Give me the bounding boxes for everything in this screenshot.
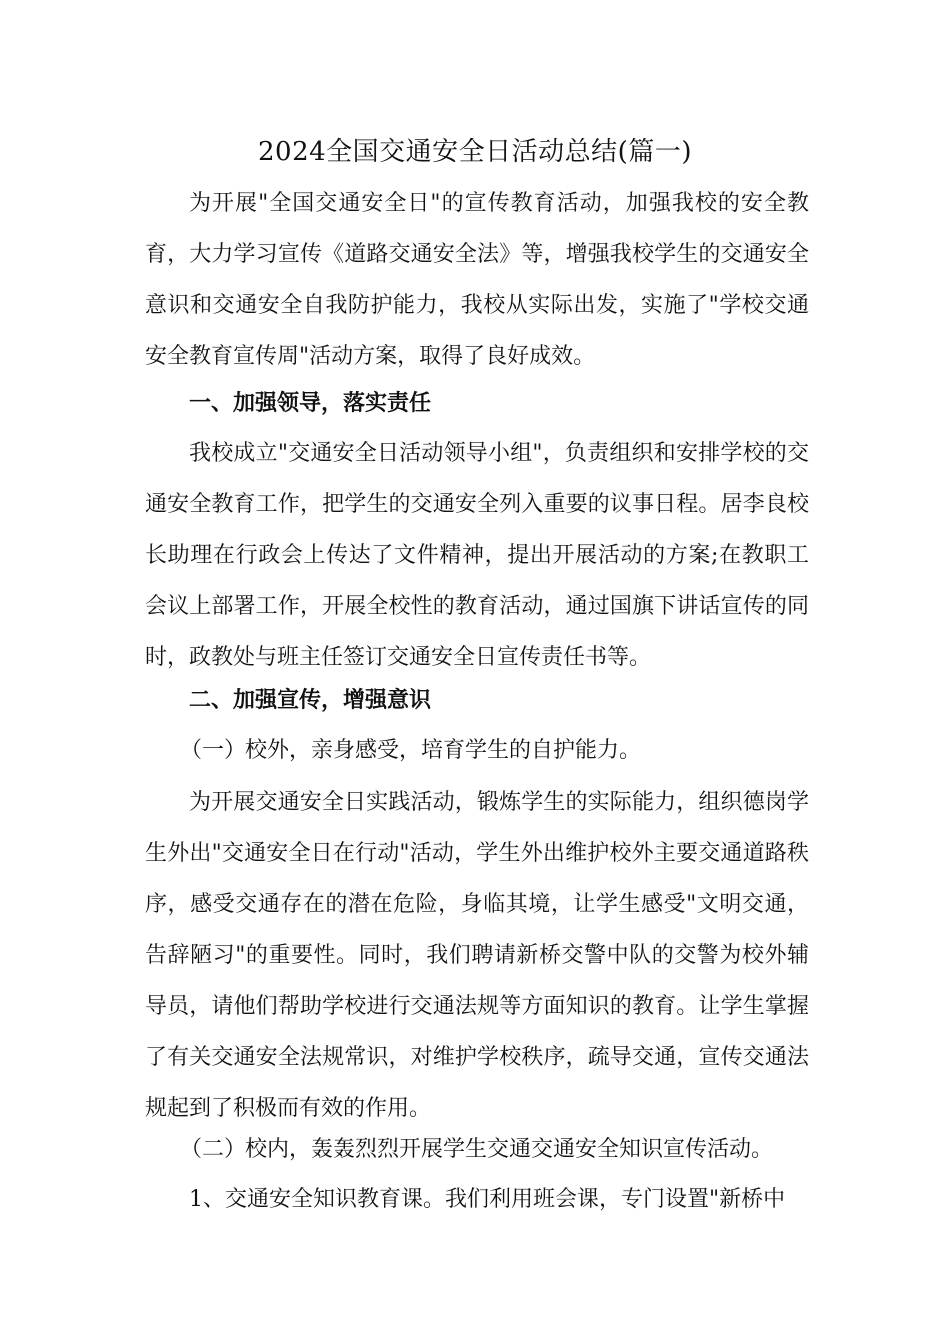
- item-1-paragraph: 1、交通安全知识教育课。我们利用班会课，专门设置"新桥中: [189, 1187, 786, 1212]
- subsection-1-text: 校外，亲身感受，培育学生的自护能力。: [245, 738, 642, 763]
- subsection-2-line: [145, 1124, 809, 1175]
- section-1-paragraph: 我校成立"交通安全日活动领导小组"，负责组织和安排学校的交通安全教育工作，把学生的交通安全列入重要的议事日程。居李良校长助理在行政会上传达了文件精神，提出开展活动的方案;在教职工会议上部署工作，开展全校性的教育活动，通过国旗下讲话宣传的同时，政教处与班主任签订交通安全日宣传责任书等。: [145, 441, 809, 670]
- document-title: 2024全国交通安全日活动总结(篇一): [258, 137, 692, 167]
- intro-paragraph: 为开展"全国交通安全日"的宣传教育活动，加强我校的安全教育，大力学习宣传《道路交通安全法》等，增强我校学生的交通安全意识和交通安全自我防护能力，我校从实际出发，实施了"学校交通安全教育宣传周"活动方案，取得了良好成效。: [145, 191, 809, 369]
- subsection-1-marker: （一）: [180, 738, 247, 763]
- subsection-1-line: [145, 725, 809, 776]
- subsection-2-text: 校内，轰轰烈烈开展学生交通交通安全知识宣传活动。: [245, 1137, 774, 1162]
- subsection-2-marker: （二）: [180, 1137, 247, 1162]
- section-2-heading: 二、加强宣传，增强意识: [189, 687, 432, 713]
- section-1-heading: 一、加强领导，落实责任: [189, 390, 432, 416]
- subsection-1-paragraph: 为开展交通安全日实践活动，锻炼学生的实际能力，组织德岗学生外出"交通安全日在行动"活动，学生外出维护校外主要交通道路秩序，感受交通存在的潜在危险，身临其境，让学生感受"文明交通，告辞陋习"的重要性。同时，我们聘请新桥交警中队的交警为校外辅导员，请他们帮助学校进行交通法规等方面知识的教育。让学生掌握了有关交通安全法规常识，对维护学校秩序，疏导交通，宣传交通法规起到了积极而有效的作用。: [145, 790, 809, 1121]
